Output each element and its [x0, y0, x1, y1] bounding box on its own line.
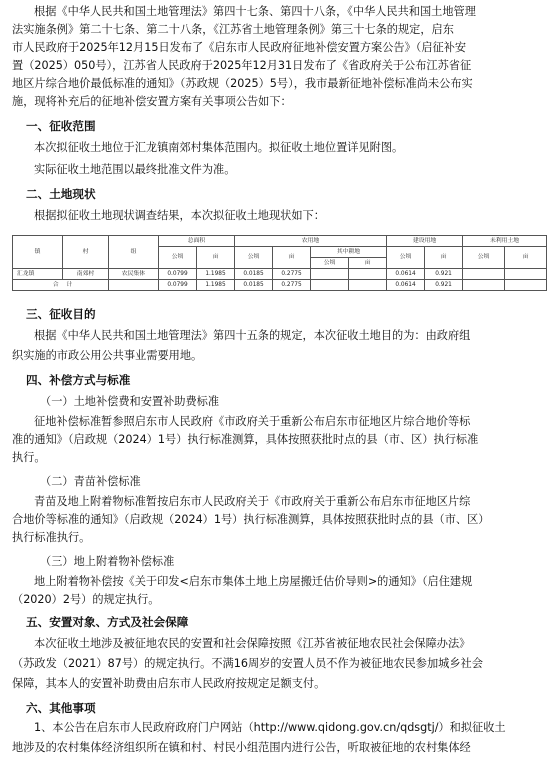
- cell-group: 农民集体: [109, 269, 159, 280]
- header-group: 组: [109, 236, 159, 269]
- cell-build-ha: 0.0614: [387, 269, 425, 280]
- table-row: [13, 269, 547, 280]
- cell-sum-farm-ha: 0.0185: [235, 280, 273, 291]
- unit-total-ha: 公顷: [159, 247, 197, 269]
- cell-sum-unused-ha: [463, 280, 505, 291]
- section-4-b-line-1: 青苗及地上附着物标准暂按启东市人民政府关于《市政府关于重新公布启东市征地区片综: [34, 495, 471, 508]
- intro-line-3: 市人民政府于2025年12月15日发布了《启东市人民政府征地补偿安置方案公告》（启征补安: [12, 41, 467, 54]
- section-3-heading: 三、征收目的: [26, 307, 96, 321]
- header-town: 镇: [13, 236, 63, 269]
- section-4-heading: 四、补偿方式与标准: [26, 373, 131, 387]
- cell-unused-ha: [463, 269, 505, 280]
- unit-cultivated-ha: 公顷: [311, 258, 349, 269]
- cell-sum-cultivated-ha: [311, 280, 349, 291]
- section-5-heading: 五、安置对象、方式及社会保障: [26, 615, 189, 629]
- table-header-row-1: [13, 236, 547, 247]
- cell-farm-mu: 0.2775: [273, 269, 311, 280]
- unit-farm-ha: 公顷: [235, 247, 273, 269]
- section-4-a-line-3: 执行。: [12, 451, 46, 464]
- header-farmland: 农用地: [235, 236, 387, 247]
- header-unused-land: 未利用土地: [463, 236, 547, 247]
- unit-total-mu: 亩: [197, 247, 235, 269]
- cell-total-mu: 1.1985: [197, 269, 235, 280]
- section-2-lead: 根据拟征收土地现状调查结果，本次拟征收土地现状如下：: [34, 209, 325, 222]
- section-3-line-1: 根据《中华人民共和国土地管理法》第四十五条的规定，本次征收土地目的为：由政府组: [34, 329, 471, 342]
- cell-build-mu: 0.921: [425, 269, 463, 280]
- section-4-c-title: （三）地上附着物补偿标准: [40, 555, 175, 568]
- section-6-heading: 六、其他事项: [26, 701, 96, 715]
- section-4-c-line-1: 地上附着物补偿按《关于印发<启东市集体土地上房屋搬迁估价导则>的通知》（启住建规: [34, 575, 473, 588]
- section-6-line-2: 地涉及的农村集体经济组织所在镇和村、村民小组范围内进行公告，听取被征地的农村集体经: [12, 741, 471, 754]
- cell-total-group: [109, 280, 159, 291]
- section-6-line-1: 1、本公告在启东市人民政府政府门户网站（http://www.qidong.gov.cn/qdsgtj/）和拟征收土: [34, 721, 506, 734]
- cell-cultivated-ha: [311, 269, 349, 280]
- section-4-a-title: （一）土地补偿费和安置补助费标准: [40, 395, 220, 408]
- cell-village: 南郊村: [63, 269, 109, 280]
- intro-line-6: 施，现将补充后的征地补偿安置方案有关事项公告如下：: [12, 95, 292, 108]
- section-2-heading: 二、土地现状: [26, 187, 96, 201]
- land-status-table: [12, 235, 547, 291]
- unit-build-ha: 公顷: [387, 247, 425, 269]
- unit-unused-ha: 公顷: [463, 247, 505, 269]
- header-total-area: 总面积: [159, 236, 235, 247]
- section-1-heading: 一、征收范围: [26, 119, 96, 133]
- section-3-line-2: 织实施的市政公用公共事业需要用地。: [12, 349, 203, 362]
- section-1-line-2: 实际征收土地范围以最终批准文件为准。: [34, 163, 236, 176]
- section-4-b-title: （二）青苗补偿标准: [40, 475, 141, 488]
- cell-total-label-1: 合: [13, 280, 63, 291]
- table-total-row: [13, 280, 547, 291]
- intro-line-2: 法实施条例》第二十七条、第二十八条，《江苏省土地管理条例》第三十七条的规定，启东: [12, 23, 454, 36]
- unit-unused-mu: 亩: [505, 247, 547, 269]
- cell-sum-total-mu: 1.1985: [197, 280, 235, 291]
- header-construction-land: 建设用地: [387, 236, 463, 247]
- cell-sum-unused-mu: [505, 280, 547, 291]
- cell-sum-total-ha: 0.0799: [159, 280, 197, 291]
- unit-cultivated-mu: 亩: [349, 258, 387, 269]
- section-4-a-line-2: 准的通知》（启政规（2024）1号）执行标准测算，具体按照获批时点的县（市、区）执行标准: [12, 433, 479, 446]
- section-4-b-line-3: 执行标准执行。: [12, 531, 91, 544]
- cell-sum-cultivated-mu: [349, 280, 387, 291]
- section-1-line-1: 本次拟征收土地位于汇龙镇南郊村集体范围内。拟征收土地位置详见附图。: [34, 141, 404, 154]
- cell-total-label-2: 计: [63, 280, 109, 291]
- unit-build-mu: 亩: [425, 247, 463, 269]
- section-4-c-line-2: （2020）2号）的规定执行。: [12, 593, 160, 606]
- header-of-which-cultivated: 其中耕地: [311, 247, 387, 258]
- section-5-line-2: （苏政发（2021）87号）的规定执行。不满16周岁的安置人员不作为被征地农民参加城乡社会: [12, 657, 483, 670]
- cell-cultivated-mu: [349, 269, 387, 280]
- section-4-b-line-2: 合地价等标准的通知》（启政规（2024）1号）执行标准测算，具体按照获批时点的县（市、区）: [12, 513, 490, 526]
- cell-sum-build-mu: 0.921: [425, 280, 463, 291]
- cell-total-ha: 0.0799: [159, 269, 197, 280]
- cell-sum-farm-mu: 0.2775: [273, 280, 311, 291]
- section-5-line-3: 保障，其本人的安置补助费由启东市人民政府按规定足额支付。: [12, 677, 326, 690]
- cell-farm-ha: 0.0185: [235, 269, 273, 280]
- cell-unused-mu: [505, 269, 547, 280]
- section-4-a-line-1: 征地补偿标准暂参照启东市人民政府《市政府关于重新公布启东市征地区片综合地价等标: [34, 415, 471, 428]
- intro-line-5: 地区片综合地价最低标准的通知》（苏政规（2025）5号），我市最新征地补偿标准尚未公布实: [12, 77, 473, 90]
- section-5-line-1: 本次征收土地涉及被征地农民的安置和社会保障按照《江苏省被征地农民社会保障办法》: [34, 637, 471, 650]
- intro-line-4: 置（2025）050号），江苏省人民政府于2025年12月31日发布了《省政府关于公布江苏省征: [12, 59, 472, 72]
- cell-sum-build-ha: 0.0614: [387, 280, 425, 291]
- header-village: 村: [63, 236, 109, 269]
- cell-town: 汇龙镇: [13, 269, 63, 280]
- unit-farm-mu: 亩: [273, 247, 311, 269]
- intro-line-1: 根据《中华人民共和国土地管理法》第四十七条、第四十八条，《中华人民共和国土地管理: [34, 5, 476, 18]
